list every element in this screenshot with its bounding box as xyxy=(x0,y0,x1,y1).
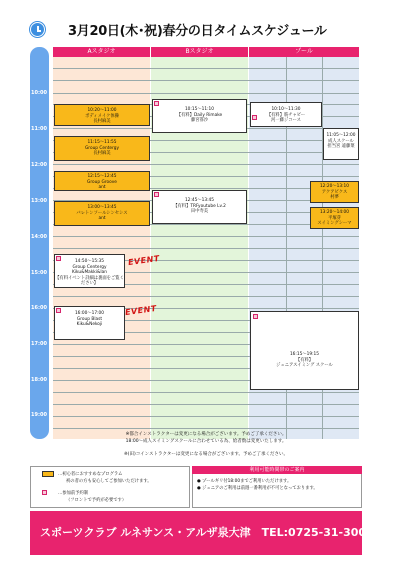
event-instructor: 担当宮 遠藤菜 xyxy=(327,144,355,150)
event-a1[interactable] xyxy=(54,104,150,126)
grid-line xyxy=(53,236,359,237)
event-instructor: ant xyxy=(98,216,106,222)
event-name: 【有料】Daily Rimake xyxy=(176,112,223,118)
event-p2[interactable] xyxy=(323,128,359,160)
event-tag: EVENT xyxy=(127,253,161,268)
schedule-note: ※(田)コインストラクターは変更になる場合がございます。予めご了承ください。 xyxy=(123,452,289,457)
grid-line xyxy=(53,296,359,297)
event-instructor: 河一藤ジコース xyxy=(271,118,301,124)
time-label: 10:00 xyxy=(31,90,47,96)
event-name: Group Centergy xyxy=(72,264,107,270)
clock-icon xyxy=(30,22,45,37)
event-a4[interactable] xyxy=(54,201,150,226)
schedule-note: ※都合インストラクターは変更になる場合がございます。予めご了承ください。 xyxy=(125,432,287,437)
grid-line xyxy=(53,164,359,165)
schedule-note: 18:00～成人スイミングスクールに合わせている為、給者数は変更いたします。 xyxy=(125,439,287,444)
event-name: 【有料】筋チャビー xyxy=(266,112,306,118)
reservation-icon xyxy=(252,115,257,120)
column-header-a: Aスタジオ xyxy=(53,47,150,57)
reservation-icon xyxy=(154,192,159,197)
event-instructor: 藤宮寡沙 xyxy=(190,118,209,124)
grid-line xyxy=(53,416,359,417)
time-label: 19:00 xyxy=(31,412,47,418)
event-time: 12:15～12:45 xyxy=(87,174,117,179)
grid-line xyxy=(53,404,359,405)
event-instructor: 長村麻美 xyxy=(93,151,111,157)
event-name: 【有料】TRFyoutube Lv.2 xyxy=(173,203,226,209)
event-p5[interactable] xyxy=(250,311,359,390)
event-time: 12:20～13:10 xyxy=(319,184,350,189)
event-time: 14:50～15:35 xyxy=(74,259,105,264)
event-p4[interactable] xyxy=(310,207,359,229)
event-name: 成人スクール xyxy=(328,138,354,144)
grid-line xyxy=(53,93,359,94)
event-time: 10:20～11:00 xyxy=(87,108,117,113)
reservation-icon xyxy=(253,314,258,319)
grid-line xyxy=(53,392,359,393)
footer-banner: スポーツクラブ ルネサンス・アルザ泉大津 TEL:0725-31-3000 xyxy=(30,511,362,555)
event-name: 平塚芽 xyxy=(328,215,341,221)
reservation-icon xyxy=(56,308,61,313)
event-tag: EVENT xyxy=(124,303,158,318)
event-instructor: ant xyxy=(98,185,106,191)
event-b2[interactable] xyxy=(152,190,247,224)
event-instructor: Kiku&Makki&Ian xyxy=(72,270,107,276)
event-instructor: 田中寿美 xyxy=(190,209,209,215)
event-time: 16:15～19:15 xyxy=(289,352,320,357)
event-name: Group Centergy xyxy=(84,145,120,151)
event-name: 【有料】 xyxy=(295,357,314,363)
page-title: 3月20日(木･祝)春分の日タイムスケジュール xyxy=(68,24,327,39)
time-label: 13:00 xyxy=(31,198,47,204)
event-a6[interactable] xyxy=(54,306,125,340)
event-a3[interactable] xyxy=(54,171,150,191)
event-p1[interactable] xyxy=(250,102,322,127)
legend-pink-text: …参加前予約制 xyxy=(58,491,89,496)
event-time: 13:20～14:00 xyxy=(319,210,350,215)
event-time: 11:15～11:55 xyxy=(87,140,117,145)
column-header-b: Bスタジオ xyxy=(151,47,248,57)
event-instructor: Kiku&Nekoji xyxy=(76,322,103,328)
reservation-icon xyxy=(154,101,159,106)
event-time: 12:45～13:45 xyxy=(184,198,215,203)
event-time: 13:00～13:45 xyxy=(87,205,117,210)
legend-orange-text: …初心者におすすめなプログラム xyxy=(58,472,123,477)
event-name: Group Groove xyxy=(87,179,117,185)
beginner-swatch xyxy=(42,471,54,477)
guide-line: ● プールギリ付18:00までご利用いただけます。 xyxy=(197,479,292,484)
event-instructor: スイミングシーマ xyxy=(317,221,352,227)
time-label: 18:00 xyxy=(31,377,47,383)
event-name: アクアビクス xyxy=(321,189,348,195)
reservation-swatch xyxy=(42,490,47,495)
reservation-icon xyxy=(56,256,61,261)
time-label: 17:00 xyxy=(31,341,47,347)
event-time: 11:05～12:00 xyxy=(326,133,356,138)
event-name: バレトンソールシンセシス xyxy=(76,210,128,216)
event-instructor: 長村麻美 xyxy=(93,119,111,125)
time-label: 12:00 xyxy=(31,162,47,168)
event-p3[interactable] xyxy=(310,181,359,203)
grid-line xyxy=(53,80,359,81)
time-label: 16:00 xyxy=(31,305,47,311)
event-time: 10:15～11:10 xyxy=(184,107,215,112)
guide-header: 利用可能時間帯のご案内 xyxy=(192,466,362,474)
event-name: Group Blast xyxy=(76,316,103,322)
time-label: 11:00 xyxy=(31,126,47,132)
column-header-pool: プール xyxy=(249,47,359,57)
time-label: 15:00 xyxy=(31,270,47,276)
event-a2[interactable] xyxy=(54,136,150,161)
time-label: 14:00 xyxy=(31,234,47,240)
event-a5[interactable] xyxy=(54,254,125,288)
event-instructor: 村夢 xyxy=(330,195,339,201)
grid-line xyxy=(53,68,359,69)
event-name: ボディメイク体操 xyxy=(85,113,119,119)
event-time: 10:10～11:30 xyxy=(271,107,301,112)
event-instructor: ジュニアスイミング スクール xyxy=(276,363,333,369)
legend-pink-text2: （フロントで予約が必要です） xyxy=(66,498,127,503)
legend-orange-text2: 初の者の方も安心してご参加いただけます。 xyxy=(66,479,152,484)
guide-line: ● ジュニアのご利用は前週一番利用が不可となっております。 xyxy=(197,486,318,491)
event-time: 16:00～17:00 xyxy=(74,311,105,316)
event-b1[interactable] xyxy=(152,99,247,133)
grid-line xyxy=(53,428,359,429)
grid-line xyxy=(53,248,359,249)
event-note: 【有料イベント詳細は裏面をご覧ください】 xyxy=(55,275,124,287)
